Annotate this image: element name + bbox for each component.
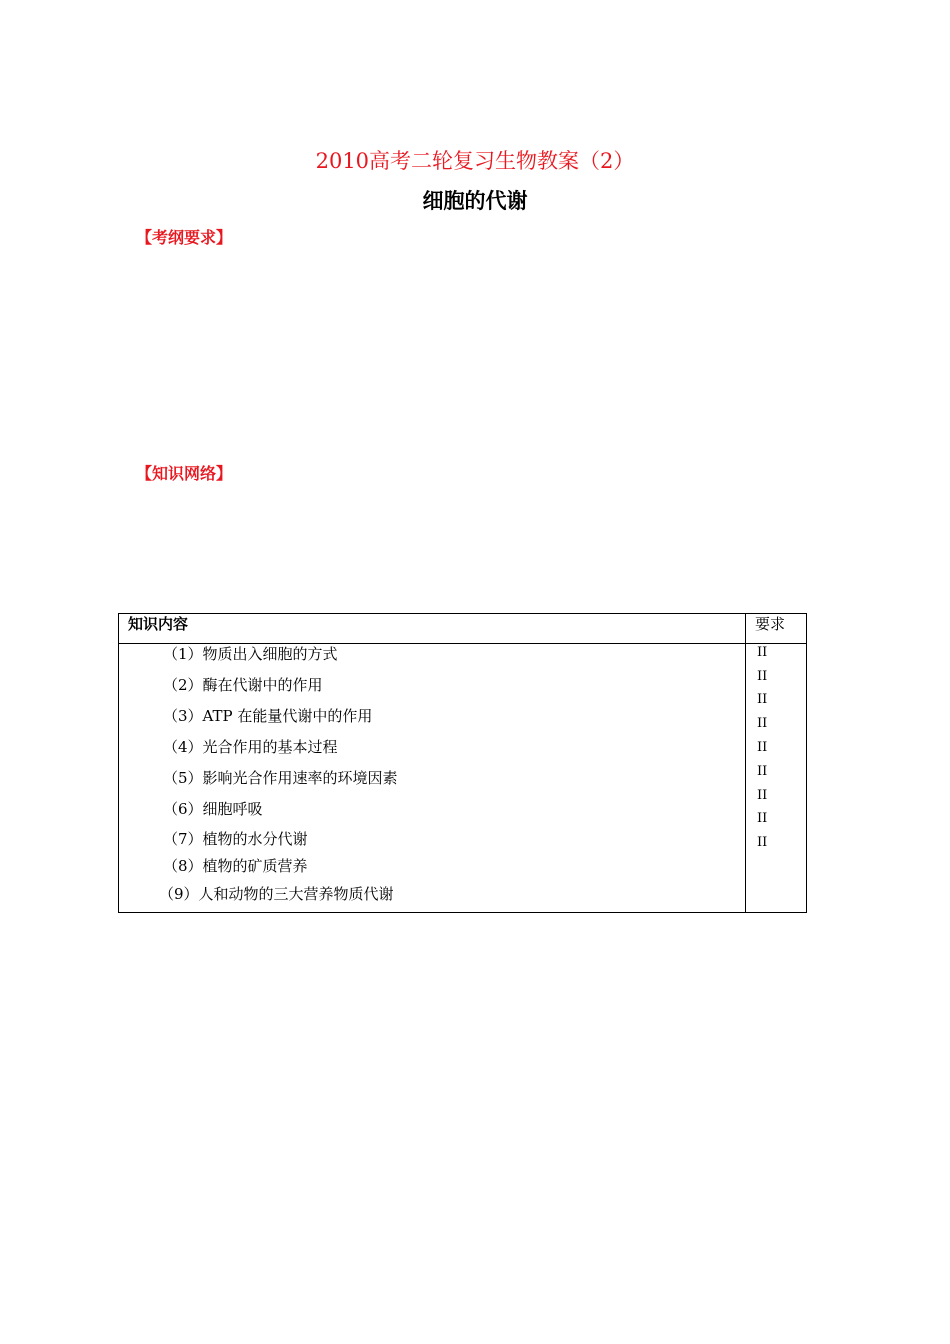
- table-row-level: II: [757, 835, 768, 850]
- document-subtitle: 细胞的代谢: [422, 189, 528, 213]
- table-row-level: II: [757, 740, 768, 755]
- table-row-level: II: [757, 811, 768, 826]
- table-row-level: II: [757, 716, 768, 731]
- table-row-level: II: [757, 669, 768, 684]
- section-heading-exam-requirements: 【考纲要求】: [136, 228, 233, 247]
- table-column-divider: [745, 614, 746, 912]
- table-row-content: （2）酶在代谢中的作用: [163, 676, 323, 694]
- table-row-content: （3）ATP 在能量代谢中的作用: [163, 707, 373, 725]
- knowledge-table: [118, 613, 807, 913]
- column-header-requirement: 要求: [755, 615, 786, 633]
- document-title: 2010高考二轮复习生物教案（2）: [315, 149, 635, 173]
- table-row-level: II: [757, 692, 768, 707]
- table-row-content: （9）人和动物的三大营养物质代谢: [159, 885, 394, 903]
- table-row-content: （5）影响光合作用速率的环境因素: [163, 769, 398, 787]
- table-row-content: （1）物质出入细胞的方式: [163, 645, 338, 663]
- table-row-level: II: [757, 645, 768, 660]
- table-row-content: （6）细胞呼吸: [163, 800, 263, 818]
- table-row-level: II: [757, 788, 768, 803]
- table-row-level: II: [757, 764, 768, 779]
- column-header-content: 知识内容: [128, 615, 189, 633]
- table-row-content: （7）植物的水分代谢: [163, 830, 308, 848]
- table-row-content: （8）植物的矿质营养: [163, 857, 308, 875]
- section-heading-knowledge-network: 【知识网络】: [136, 464, 233, 483]
- table-row-content: （4）光合作用的基本过程: [163, 738, 338, 756]
